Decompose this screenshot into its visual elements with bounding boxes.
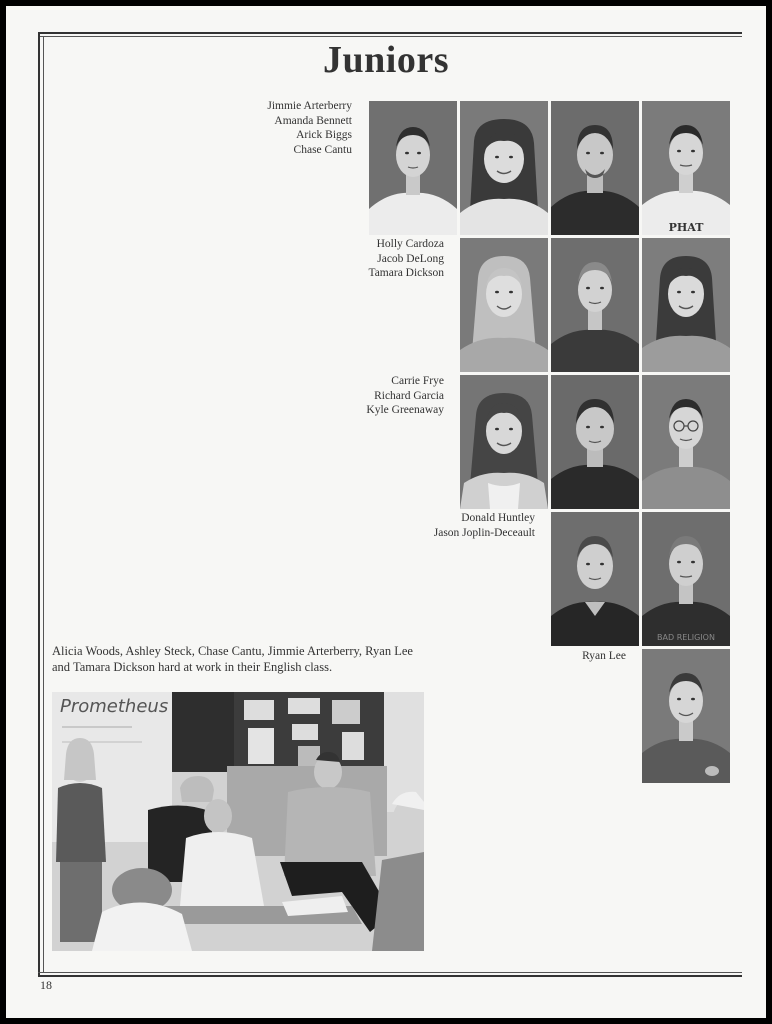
name-group-1 <box>267 99 352 157</box>
student-name: Richard Garcia <box>374 389 444 402</box>
page-title: Juniors <box>323 39 449 81</box>
photo-caption: Alicia Woods, Ashley Steck, Chase Cantu, Jimmie Arterberry, Ryan Lee and Tamara Dickson hard at work in their English class. <box>52 644 413 674</box>
student-name: Jacob DeLong <box>377 252 444 265</box>
portrait-photo <box>551 375 639 509</box>
student-name: Chase Cantu <box>293 143 352 156</box>
portrait-photo <box>551 238 639 372</box>
student-name: Tamara Dickson <box>368 267 444 279</box>
student-name: Ryan Lee <box>582 650 626 662</box>
portrait-photo <box>460 375 548 509</box>
portrait-photo <box>369 101 457 235</box>
portrait-photo <box>460 101 548 235</box>
class-photo <box>52 692 424 951</box>
border-rule <box>38 972 742 973</box>
student-name: Holly Cardoza <box>376 238 444 250</box>
border-rule <box>38 975 742 977</box>
student-name: Amanda Bennett <box>274 114 352 127</box>
portrait-photo <box>551 512 639 646</box>
border-rule <box>38 32 40 976</box>
name-group-3 <box>366 374 444 418</box>
portrait-photo <box>642 101 730 235</box>
student-name: Kyle Greenaway <box>366 404 444 416</box>
name-group-4 <box>434 511 535 540</box>
portrait-photo <box>642 512 730 646</box>
border-rule <box>38 32 742 34</box>
student-name: Donald Huntley <box>461 512 535 524</box>
student-name: Jason Joplin-Deceault <box>433 526 535 539</box>
student-name: Arick Biggs <box>296 129 352 141</box>
shirt-print: PHAT <box>668 221 704 234</box>
name-group-2 <box>368 237 444 281</box>
page-number: 18 <box>40 978 52 992</box>
board-text: Prometheus <box>60 696 169 717</box>
portrait-photo <box>460 238 548 372</box>
portrait-photo <box>642 238 730 372</box>
name-group-5 <box>582 649 626 664</box>
student-name: Carrie Frye <box>391 375 444 387</box>
portrait-photo <box>642 375 730 509</box>
border-rule <box>43 36 44 973</box>
border-rule <box>38 36 742 37</box>
shirt-print: BAD RELIGION <box>657 633 715 642</box>
portrait-photo <box>551 101 639 235</box>
student-name: Jimmie Arterberry <box>267 100 352 112</box>
portrait-photo <box>642 649 730 783</box>
